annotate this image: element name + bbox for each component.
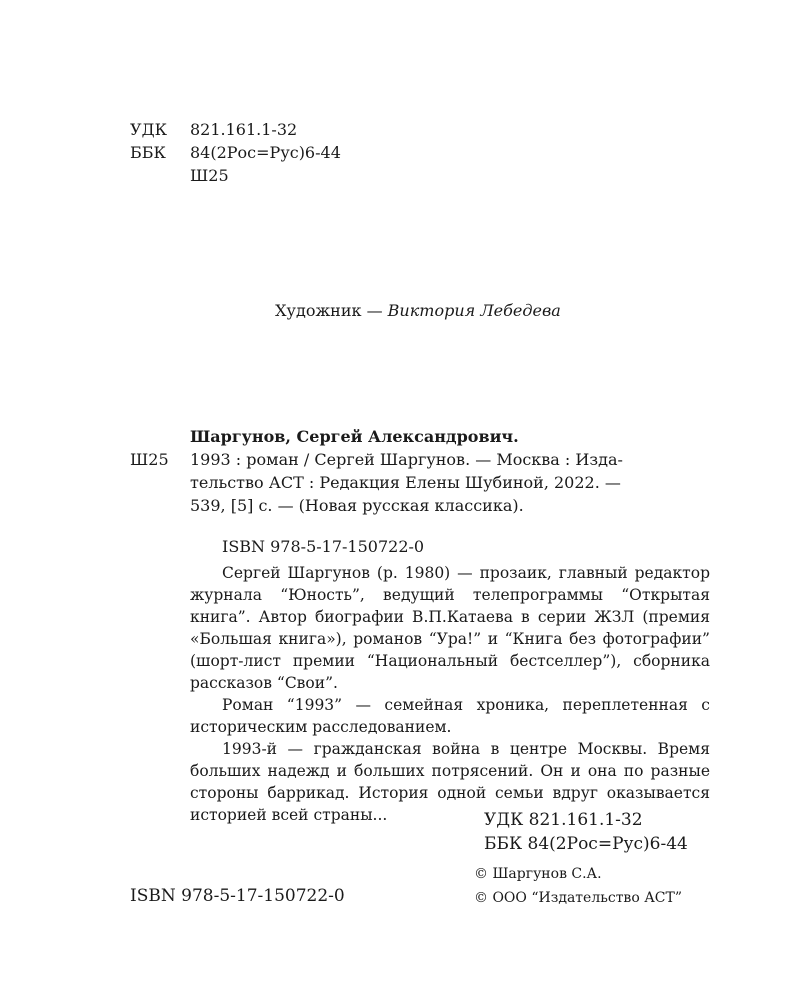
- copyrights: [474, 862, 682, 910]
- classification-bottom: [484, 808, 688, 856]
- card-isbn: ISBN 978-5-17-150722-0: [222, 537, 425, 556]
- description-line-3: 539, [5] с. — (Новая русская классика).: [190, 496, 524, 515]
- copyright-author: © Шаргунов С.А.: [474, 866, 602, 882]
- catalog-card: [130, 425, 710, 558]
- classification-top: [130, 118, 341, 187]
- artist-role: Художник —: [275, 301, 383, 320]
- author-heading: Шаргунов, Сергей Александрович.: [190, 427, 519, 446]
- description-line-1: 1993 : роман / Сергей Шаргунов. — Москва : Изда-: [190, 450, 623, 469]
- udk-row: [130, 118, 341, 141]
- annotation-paragraph-3: 1993-й — гражданская война в центре Москвы. Время больших надежд и больших потрясений. Он и она по разные стороны баррикад. История одной семьи вдруг оказывается историей всей страны...: [190, 740, 710, 824]
- author-code-card: Ш25: [130, 450, 169, 469]
- description-line-2: тельство АСТ : Редакция Елены Шубиной, 2022. —: [190, 473, 621, 492]
- author-code-row: [130, 164, 341, 187]
- artist-name: Виктория Лебедева: [387, 301, 561, 320]
- udk-label: УДК: [130, 120, 167, 139]
- annotation-paragraph-1: Сергей Шаргунов (р. 1980) — прозаик, главный редактор журнала “Юность”, ведущий телепрограммы “Открытая книга”. Автор биографии В.П.Катаева в серии ЖЗЛ (премия «Большая книга»), романов “Ура!” и “Книга без фотографии” (шорт-лист премии “Национальный бестселлер”), сборника рассказов “Свои”.: [190, 564, 710, 692]
- bbk-bottom: ББК 84(2Рос=Рус)6-44: [484, 834, 688, 854]
- author-code-top: Ш25: [190, 166, 229, 185]
- udk-bottom: УДК 821.161.1-32: [484, 810, 643, 830]
- bbk-value: 84(2Рос=Рус)6-44: [190, 143, 341, 162]
- annotation: [190, 562, 710, 826]
- bbk-row: [130, 141, 341, 164]
- bbk-label: ББК: [130, 143, 166, 162]
- udk-value: 821.161.1-32: [190, 120, 298, 139]
- annotation-paragraph-2: Роман “1993” — семейная хроника, переплетенная с историческим расследованием.: [190, 696, 710, 736]
- copyright-publisher: © ООО “Издательство АСТ”: [474, 890, 683, 906]
- bottom-isbn: ISBN 978-5-17-150722-0: [130, 886, 345, 906]
- artist-credit: [0, 301, 800, 320]
- description-first-row: [130, 448, 710, 471]
